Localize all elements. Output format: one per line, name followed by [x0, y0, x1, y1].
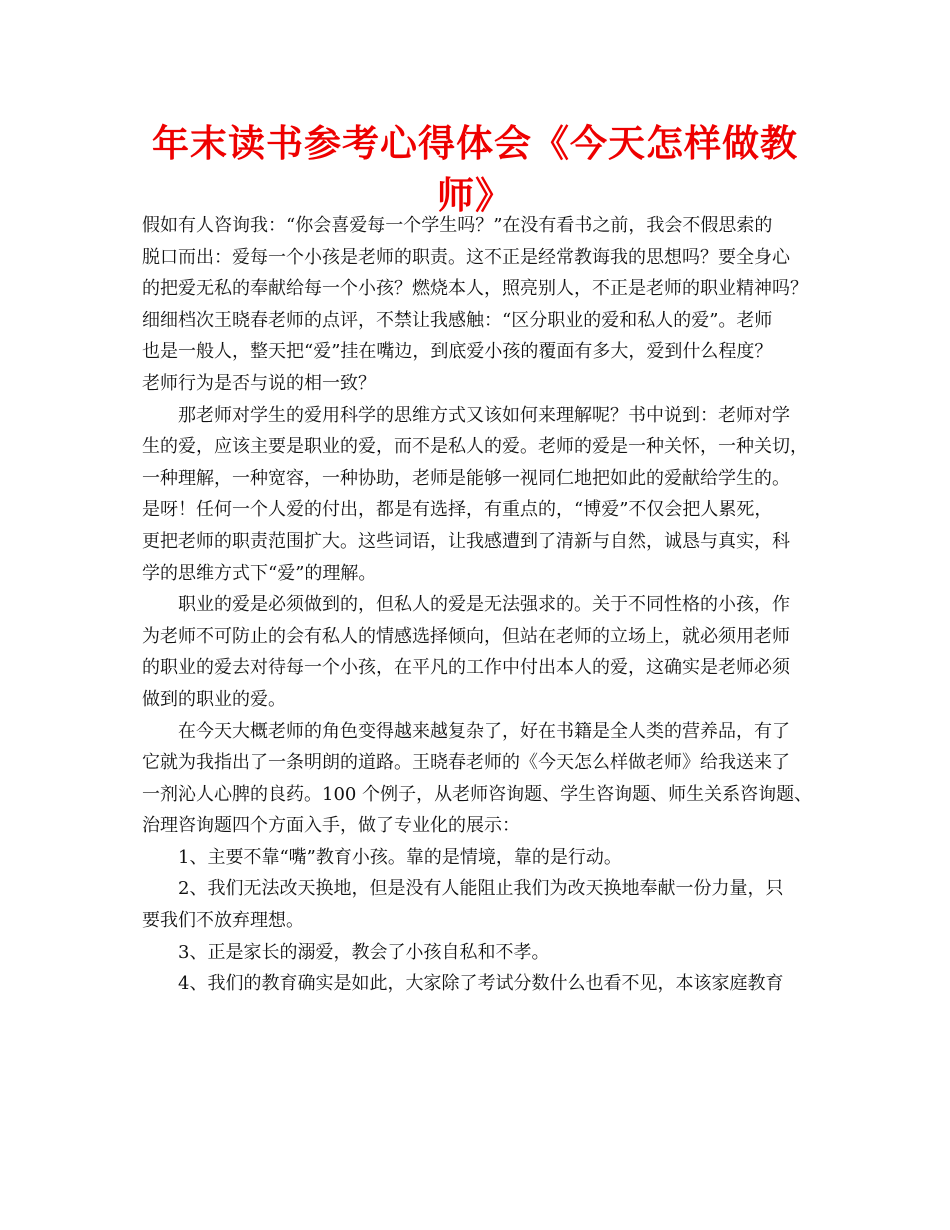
text-line: 也是一般人，整天把“爱”挂在嘴边，到底爱小孩的覆面有多大，爱到什么程度？ — [142, 341, 773, 363]
text-line: 1、主要不靠“嘴”教育小孩。靠的是情境，靠的是行动。 — [178, 846, 622, 868]
text-line: 细细档次王晓春老师的点评，不禁让我感触：“区分职业的爱和私人的爱”。老师 — [142, 309, 773, 331]
paragraph-2 — [142, 400, 822, 590]
paragraph-4 — [142, 716, 822, 842]
text-line: 老师行为是否与说的相一致？ — [142, 372, 376, 394]
document-body — [142, 210, 822, 1000]
text-line: 学的思维方式下“爱”的理解。 — [142, 562, 377, 584]
text-line: 生的爱，应该主要是职业的爱，而不是私人的爱。老师的爱是一种关怀，一种关切， — [142, 436, 808, 458]
title-line-1: 年末读书参考心得体会《今天怎样做教 — [152, 122, 798, 165]
text-line: 2、我们无法改天换地，但是没有人能阻止我们为改天换地奉献一份力量，只 — [178, 878, 784, 900]
text-line: 的职业的爱去对待每一个小孩，在平凡的工作中付出本人的爱，这确实是老师必须 — [142, 657, 790, 679]
text-line: 做到的职业的爱。 — [142, 688, 286, 710]
text-line: 的把爱无私的奉献给每一个小孩？燃烧本人，照亮别人，不正是老师的职业精神吗？ — [142, 278, 808, 300]
list-item-3 — [142, 937, 822, 969]
text-line: 脱口而出：爱每一个小孩是老师的职责。这不正是经常教诲我的思想吗？要全身心 — [142, 246, 790, 268]
text-line: 3、正是家长的溺爱，教会了小孩自私和不孝。 — [178, 941, 550, 963]
text-line: 一剂沁人心脾的良药。100 个例子，从老师咨询题、学生咨询题、师生关系咨询题、 — [142, 783, 813, 805]
text-line: 那老师对学生的爱用科学的思维方式又该如何来理解呢？书中说到：老师对学 — [178, 404, 790, 426]
text-line: 在今天大概老师的角色变得越来越复杂了，好在书籍是全人类的营养品，有了 — [178, 720, 790, 742]
text-line: 4、我们的教育确实是如此，大家除了考试分数什么也看不见，本该家庭教育 — [178, 973, 784, 995]
text-line: 假如有人咨询我：“你会喜爱每一个学生吗？”在没有看书之前，我会不假思索的 — [142, 215, 773, 236]
text-line: 治理咨询题四个方面入手，做了专业化的展示： — [142, 815, 520, 837]
paragraph-1 — [142, 210, 822, 400]
text-line: 职业的爱是必须做到的，但私人的爱是无法强求的。关于不同性格的小孩，作 — [178, 594, 790, 616]
list-item-4 — [142, 968, 822, 1000]
list-item-2 — [142, 873, 822, 936]
text-line: 更把老师的职责范围扩大。这些词语，让我感遭到了清新与自然，诚恳与真实，科 — [142, 530, 790, 552]
text-line: 是呀！任何一个人爱的付出，都是有选择，有重点的，“博爱”不仅会把人累死， — [142, 499, 773, 521]
text-line: 为老师不可防止的会有私人的情感选择倾向，但站在老师的立场上，就必须用老师 — [142, 625, 790, 647]
title-line-2: 师》 — [437, 174, 513, 217]
text-line: 它就为我指出了一条明朗的道路。王晓春老师的《今天怎么样做老师》给我送来了 — [142, 752, 790, 774]
list-item-1 — [142, 842, 822, 874]
paragraph-3 — [142, 589, 822, 715]
text-line: 要我们不放弃理想。 — [142, 910, 304, 932]
document-title — [120, 118, 830, 222]
text-line: 一种理解，一种宽容，一种协助，老师是能够一视同仁地把如此的爱献给学生的。 — [142, 467, 790, 489]
